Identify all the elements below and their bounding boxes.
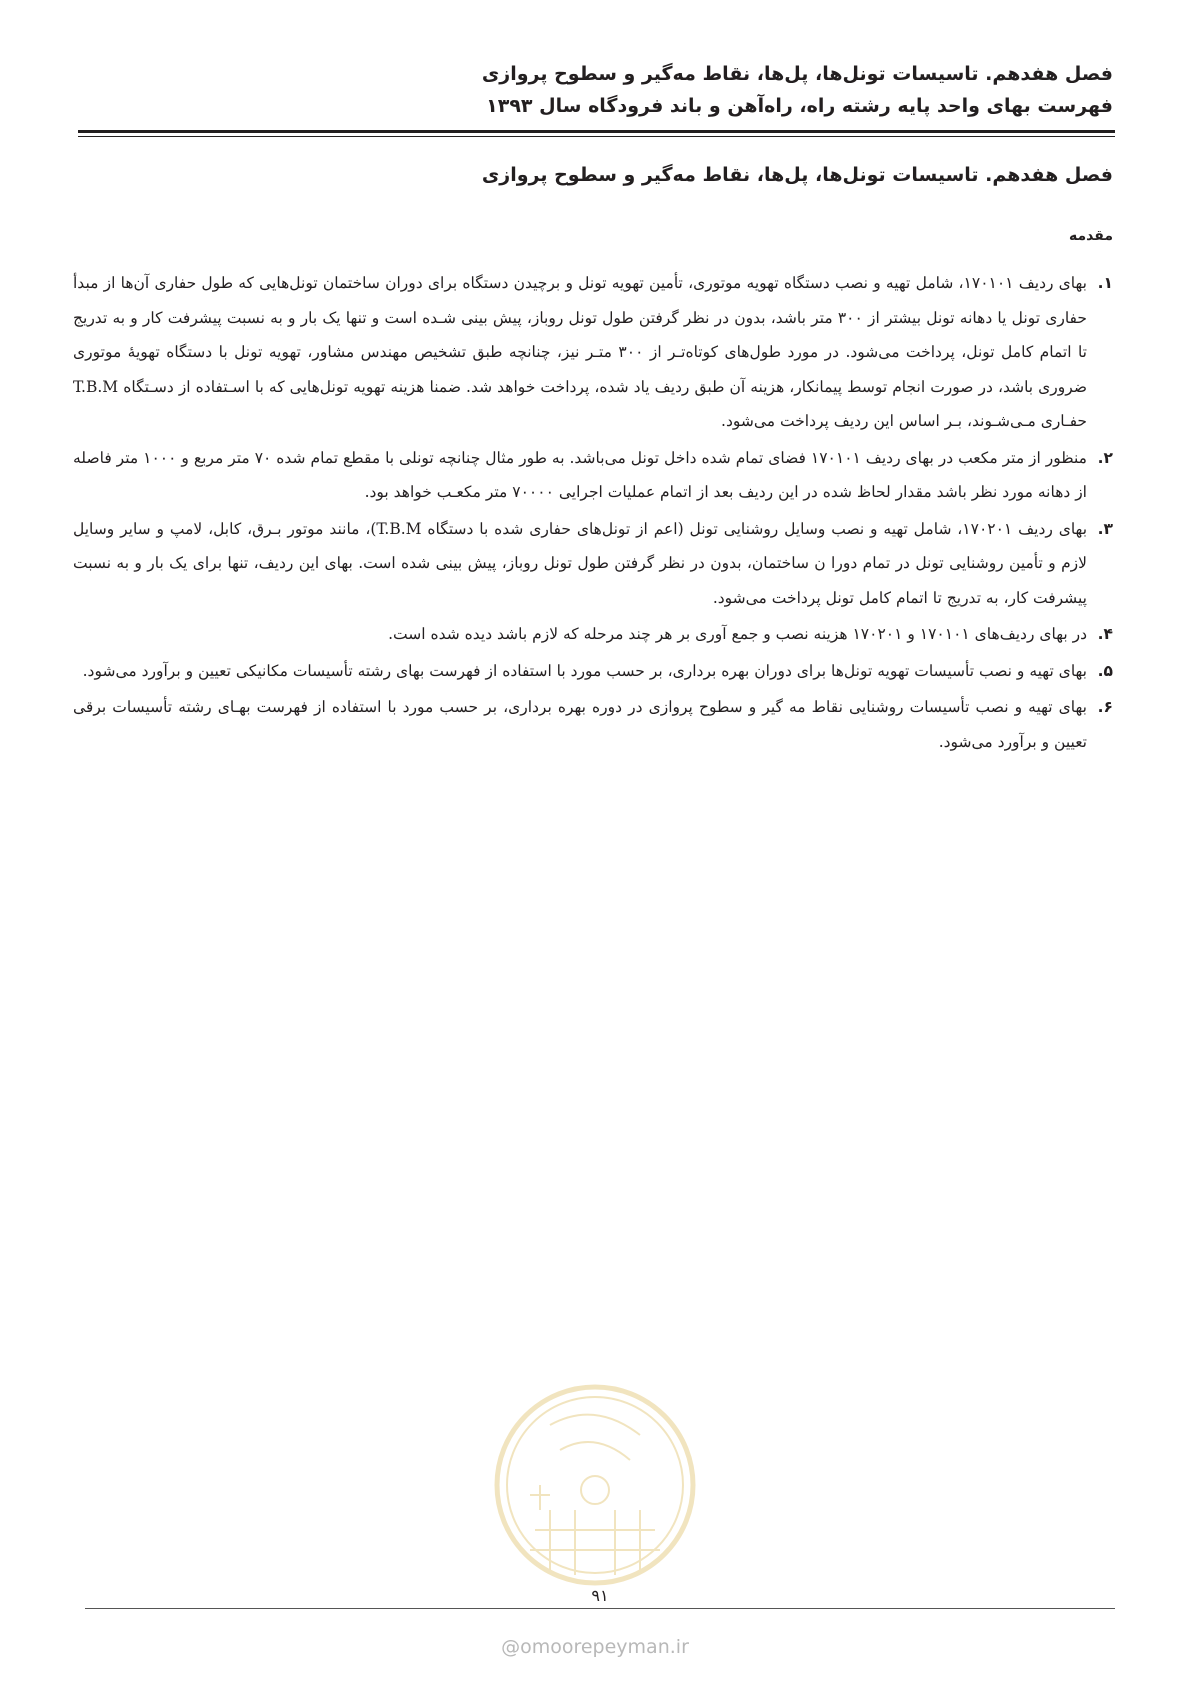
intro-heading: مقدمه — [1069, 228, 1113, 244]
clause-text: در بهای ردیف‌های ۱۷۰۱۰۱ و ۱۷۰۲۰۱ هزینه نصب و جمع آوری بر هر چند مرحله که لازم باشد دیده شده است. — [388, 625, 1087, 643]
clause-text: بهای ردیف ۱۷۰۲۰۱، شامل تهیه و نصب وسایل روشنایی تونل (اعم از تونل‌های حفاری شده با دستگاه T.B.M)، مانند موتور بـرق، کابل، لامپ و سایر وسایل لازم و تأمین روشنایی تونل در تمام دورا ن ساختمان، بدون در نظر گرفتن طول تونل روباز، پیش بینی شده است. بهای این ردیف، تنها برای یک بار و به نسبت پیشرفت کار، به تدریج تا اتمام کامل تونل پرداخت می‌شود. — [73, 519, 1088, 607]
clause-number: ۳. — [1097, 519, 1113, 538]
clause-number: ۴. — [1097, 625, 1113, 643]
clause-item — [73, 441, 1113, 510]
header-rule-thin — [78, 136, 1115, 137]
page-header — [73, 58, 1113, 122]
watermark-logo — [490, 1380, 700, 1590]
clause-text: بهای ردیف ۱۷۰۱۰۱، شامل تهیه و نصب دستگاه تهویه موتوری، تأمین تهویه تونل و برچیدن دستگاه برای دوران ساختمان تونل‌هایی که طول حفاری آن‌ها از مبدأ حفاری تونل یا دهانه تونل بیشتر از ۳۰۰ متر باشد، بدون در نظر گرفتن طول تونل روباز، پیش بینی شـده است و تنها یک بار و به نسبت پیشرفت کار و به تدریج تا اتمام کامل تونل، پرداخت می‌شود. در مورد طول‌های کوتاه‌تـر از ۳۰۰ متـر نیز، چنانچه طبق تشخیص مهندس مشاور، تهویه تونل با دستگاه تهویهٔ موتوری ضروری باشد، در صورت انجام توسط پیمانکار، هزینه آن طبق ردیف یاد شده، پرداخت خواهد شد. ضمنا هزینه تهویه تونل‌هایی که با اسـتفاده از دسـتگاه T.B.M حفـاری مـی‌شـوند، بـر اساس این ردیف پرداخت می‌شود. — [73, 274, 1087, 430]
clause-number: ۶. — [1097, 698, 1113, 716]
header-rule-thick — [78, 130, 1115, 133]
clause-number: ۵. — [1097, 661, 1113, 680]
clause-text: بهای تهیه و نصب تأسیسات روشنایی نقاط مه گیر و سطوح پروازی در دوره بهره برداری، بر حسب مورد با استفاده از فهرست بهـای رشته تأسیسات برقی تعیین و برآورد می‌شود. — [73, 698, 1087, 751]
header-chapter-line: فصل هفدهم. تاسیسات تونل‌ها، پل‌ها، نقاط مه‌گیر و سطوح پروازی — [481, 63, 1113, 85]
clause-text: بهای تهیه و نصب تأسیسات تهویه تونل‌ها برای دوران بهره برداری، بر حسب مورد با استفاده از فهرست بهای رشته تأسیسات مکانیکی تعیین و برآورد می‌شود. — [82, 661, 1087, 680]
chapter-title: فصل هفدهم. تاسیسات تونل‌ها، پل‌ها، نقاط مه‌گیر و سطوح پروازی — [481, 164, 1113, 186]
clause-number: ۲. — [1097, 448, 1113, 467]
clause-item — [73, 690, 1113, 759]
clause-item — [73, 512, 1113, 616]
watermark-site: @omoorepeyman.ir — [501, 1636, 689, 1658]
clause-item — [73, 266, 1113, 439]
page-number: ۹۱ — [580, 1586, 620, 1605]
footer-rule — [85, 1608, 1115, 1609]
clause-text: منظور از متر مکعب در بهای ردیف ۱۷۰۱۰۱ فضای تمام شده داخل تونل می‌باشد. به طور مثال چنانچه تونلی با مقطع تمام شده ۷۰ متر مربع و ۱۰۰۰ متر فاصله از دهانه مورد نظر باشد مقدار لحاظ شده در این ردیف بعد از اتمام عملیات اجرایی ۷۰۰۰۰ متر مکعـب خواهد بود. — [73, 448, 1087, 501]
clause-item — [73, 617, 1113, 652]
clause-number: ۱. — [1097, 274, 1113, 292]
header-catalog-line: فهرست بهای واحد پایه رشته راه، راه‌آهن و باند فرودگاه سال ۱۳۹۳ — [486, 95, 1113, 117]
clause-item — [73, 654, 1113, 689]
clause-list — [73, 266, 1113, 761]
